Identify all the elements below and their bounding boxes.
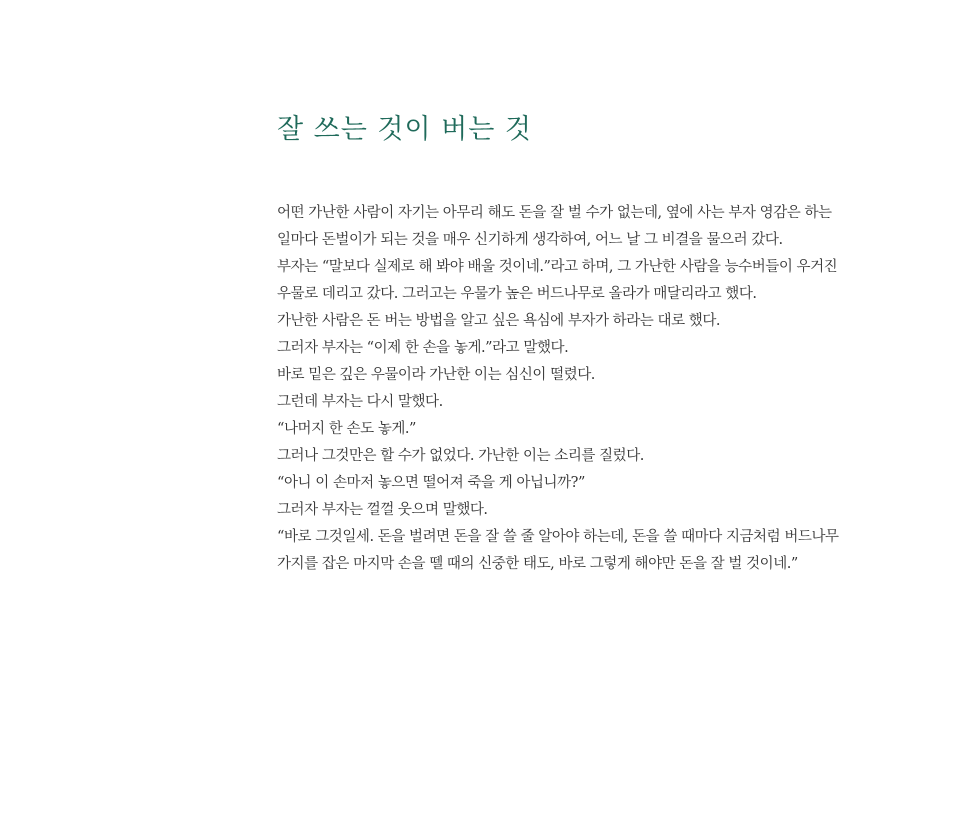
body-line-10: 그러나 그것만은 할 수가 없었다. 가난한 이는 소리를 질렀다. — [277, 448, 644, 464]
body-line-13: “바로 그것일세. 돈을 벌려면 돈을 잘 쓸 줄 알아야 하는데, 돈을 쓸 때마다 지금처럼 버드나무 — [277, 529, 839, 545]
body-line-14: 가지를 잡은 마지막 손을 뗄 때의 신중한 태도, 바로 그렇게 해야만 돈을 잘 벌 것이네.” — [277, 556, 798, 572]
body-line-11: “아니 이 손마저 놓으면 떨어져 죽을 게 아닙니까?” — [277, 475, 585, 491]
body-line-1: 어떤 가난한 사람이 자기는 아무리 해도 돈을 잘 벌 수가 없는데, 옆에 사는 부자 영감은 하는 — [277, 205, 832, 221]
body-line-4: 우물로 데리고 갔다. 그러고는 우물가 높은 버드나무로 올라가 매달리라고 했다. — [277, 286, 757, 302]
body-line-2: 일마다 돈벌이가 되는 것을 매우 신기하게 생각하여, 어느 날 그 비결을 물으러 갔다. — [277, 232, 783, 248]
body-line-12: 그러자 부자는 껄껄 웃으며 말했다. — [277, 502, 488, 518]
body-line-7: 바로 밑은 깊은 우물이라 가난한 이는 심신이 떨렸다. — [277, 367, 595, 383]
body-line-3: 부자는 “말보다 실제로 해 봐야 배울 것이네.”라고 하며, 그 가난한 사람을 능수버들이 우거진 — [277, 259, 838, 275]
body-line-6: 그러자 부자는 “이제 한 손을 놓게.”라고 말했다. — [277, 340, 569, 356]
page-title: 잘 쓰는 것이 버는 것 — [277, 114, 532, 145]
body-line-9: “나머지 한 손도 놓게.” — [277, 421, 417, 437]
story-body — [277, 200, 892, 578]
body-line-5: 가난한 사람은 돈 버는 방법을 알고 싶은 욕심에 부자가 하라는 대로 했다. — [277, 313, 721, 329]
body-line-8: 그런데 부자는 다시 말했다. — [277, 394, 443, 410]
